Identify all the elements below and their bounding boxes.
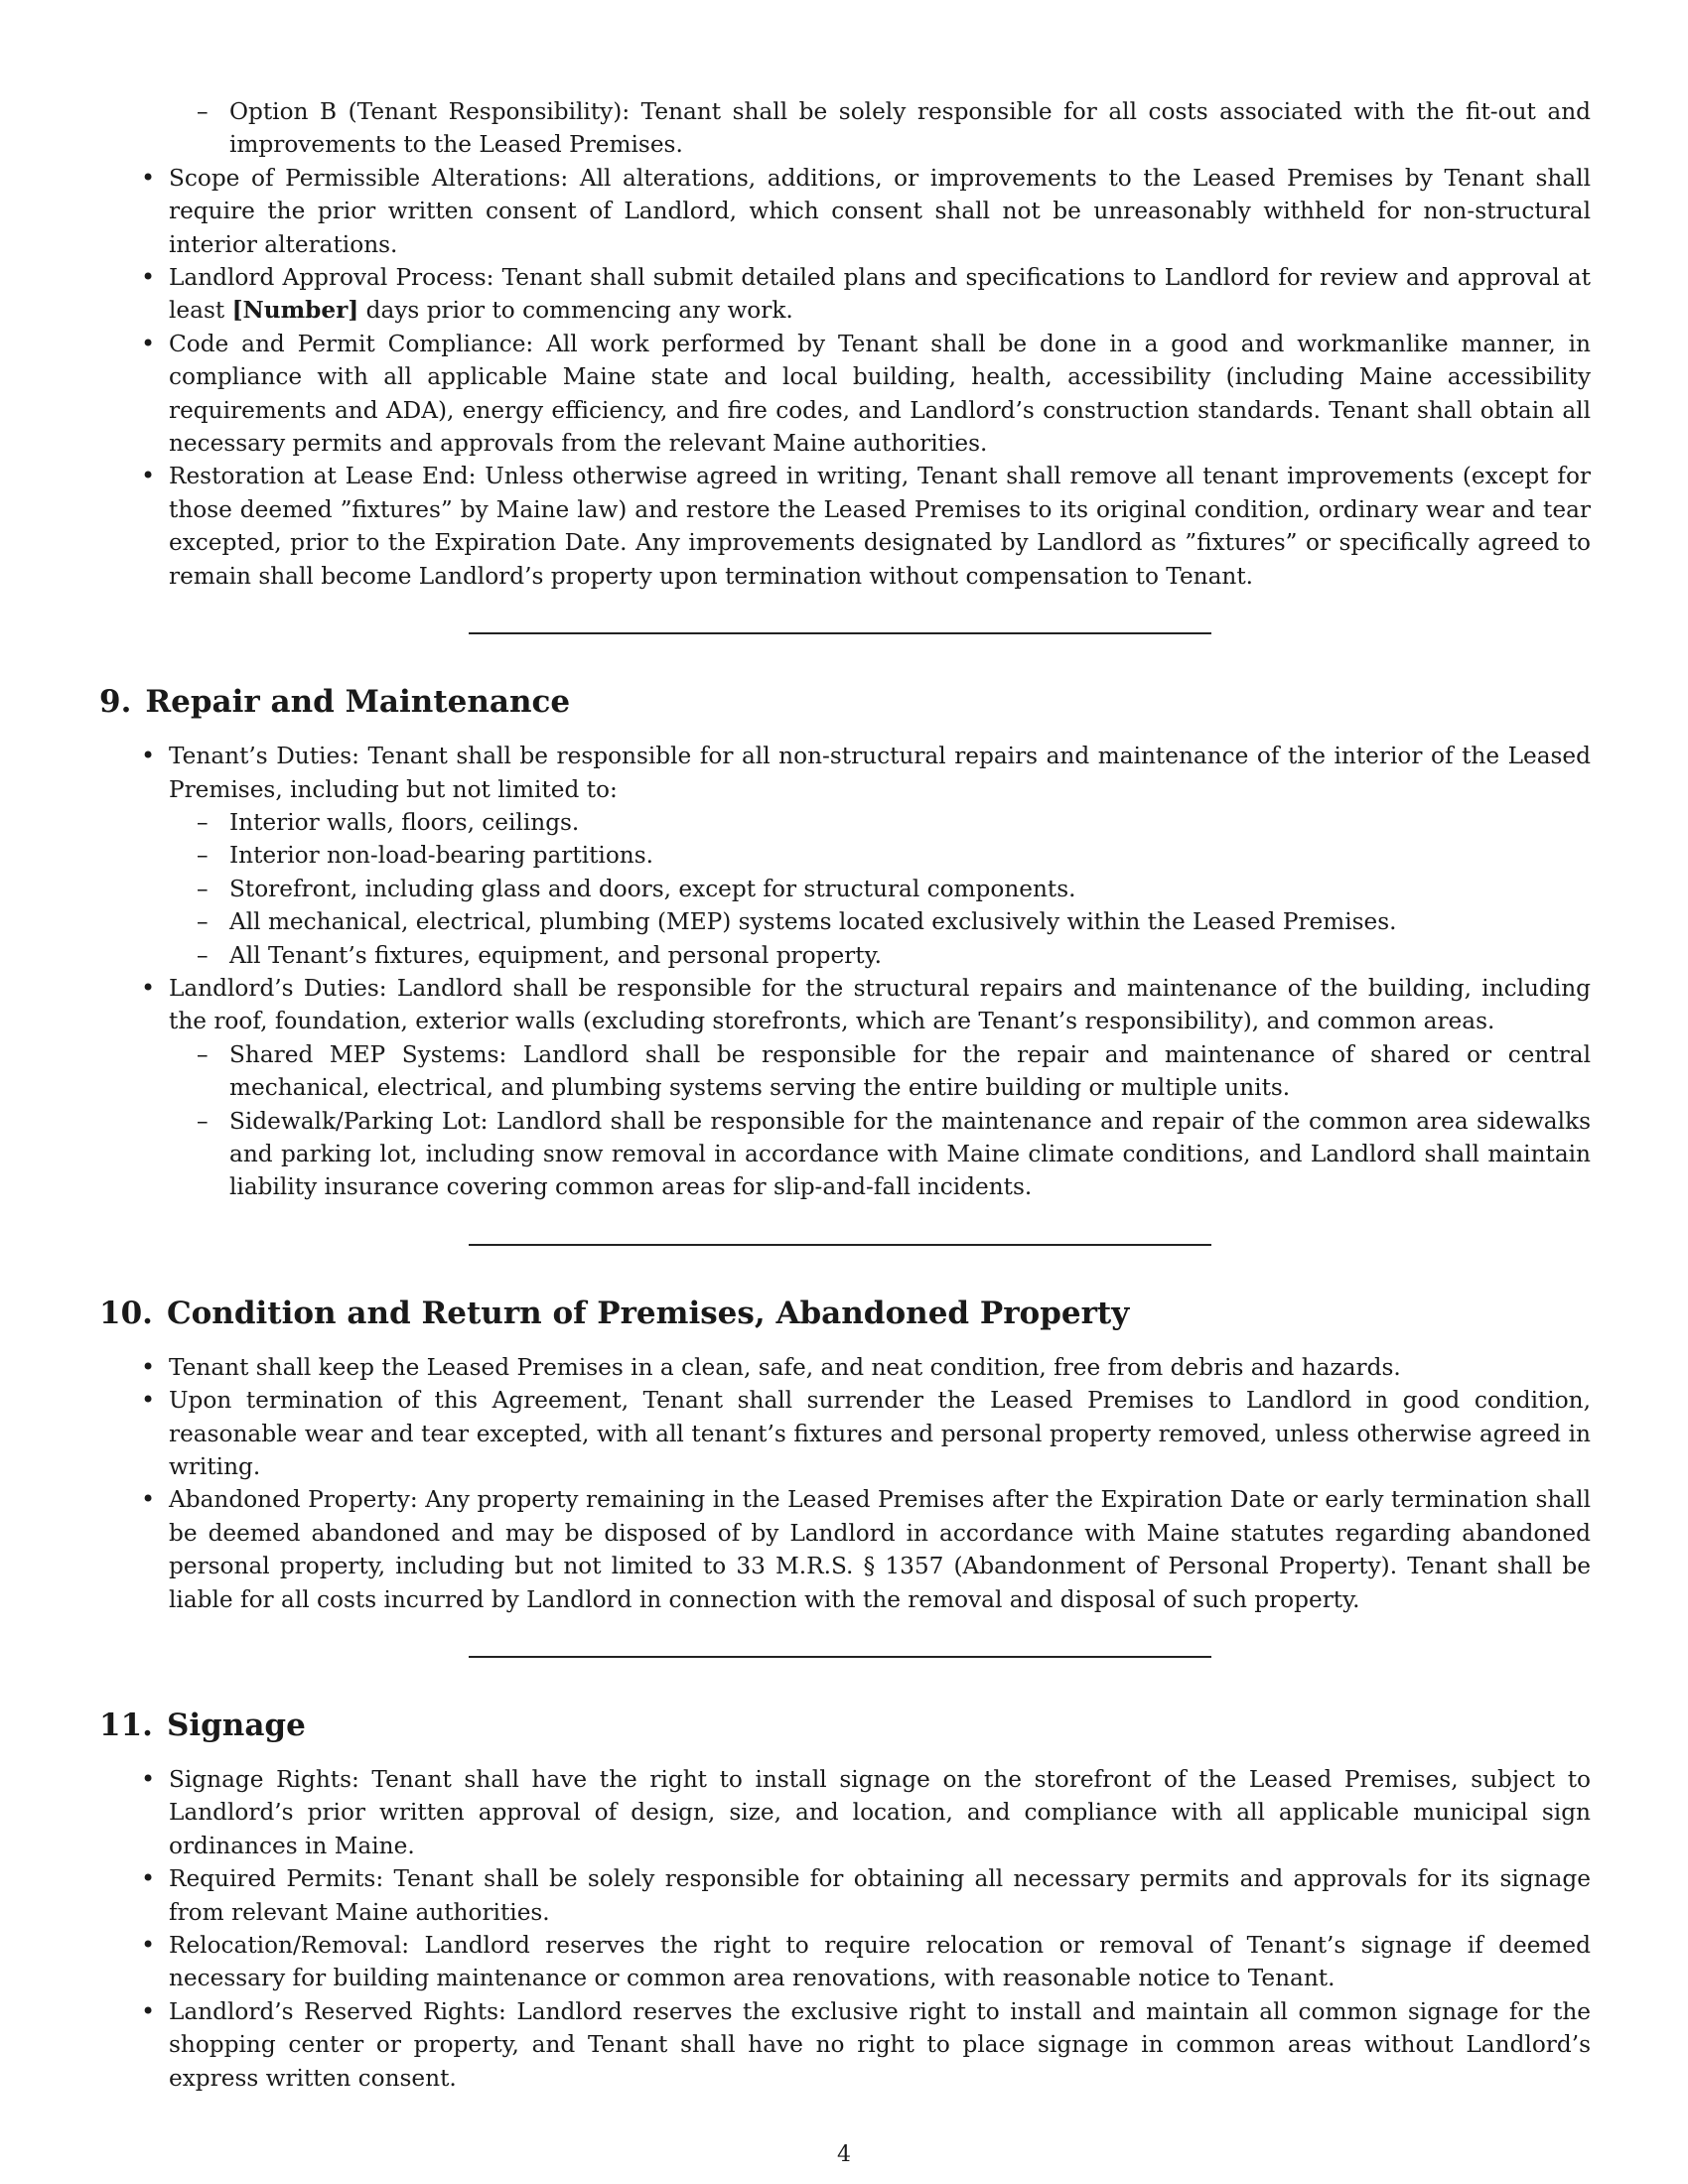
section-title: Repair and Maintenance [145,684,571,721]
list-item: • Relocation/Removal: Landlord reserves the right to require relocation or removal of Tenant’s signage if deemed necessary for building maintenance or common area renovations, with reasonable notice to Tenant. [99,1929,1591,1995]
option-list [99,95,1591,162]
option-b-item: – Option B (Tenant Responsibility): Tenant shall be solely responsible for all costs associated with the fit-out and improvements to the Leased Premises. [99,95,1591,162]
section-title: Signage [166,1707,306,1744]
list-item: • Required Permits: Tenant shall be solely responsible for obtaining all necessary permits and approvals for its signage from relevant Maine authorities. [99,1862,1591,1929]
list-item: • Code and Permit Compliance: All work performed by Tenant shall be done in a good and workmanlike manner, in compliance with all applicable Maine state and local building, health, accessibility (including Maine accessibility requirements and ADA), energy efficiency, and fire codes, and Landlord’s construction standards. Tenant shall obtain all necessary permits and approvals from the relevant Maine authorities. [99,328,1591,461]
list-item: • Abandoned Property: Any property remaining in the Leased Premises after the Expiration Date or early termination shall be deemed abandoned and may be disposed of by Landlord in accordance with Maine statutes regarding abandoned personal property, including but not limited to 33 M.R.S. § 1357 (Abandonment of Personal Property). Tenant shall be liable for all costs incurred by Landlord in connection with the removal and disposal of such property. [99,1483,1591,1616]
sub-list-item: – Storefront, including glass and doors, except for structural components. [99,873,1591,905]
horizontal-divider [469,1244,1211,1246]
section-number: 10. [99,1295,153,1331]
condition-list [99,1351,1591,1616]
tenant-duties-text: Tenant’s Duties: Tenant shall be responsible for all non-structural repairs and maintenance of the interior of the Leased Premises, including but not limited to: [169,743,1591,803]
landlord-duties-sublist [99,1038,1591,1204]
horizontal-divider [469,632,1211,634]
page-number: 4 [837,2142,851,2167]
list-item-text: days prior to commencing any work. [358,297,793,325]
number-placeholder: [Number] [231,297,359,325]
sub-list-item: – Shared MEP Systems: Landlord shall be responsible for the repair and maintenance of shared or central mechanical, electrical, and plumbing systems serving the entire building or multiple units. [99,1038,1591,1105]
sub-list-item: – All Tenant’s fixtures, equipment, and personal property. [99,939,1591,972]
tenant-duties-sublist [99,806,1591,972]
signage-list [99,1763,1591,2095]
horizontal-divider [469,1656,1211,1658]
list-item [99,261,1591,328]
alterations-list [99,162,1591,593]
sub-list-item: – Interior walls, floors, ceilings. [99,806,1591,839]
section-number: 11. [99,1707,153,1744]
list-item [99,740,1591,972]
section-heading-9 [99,682,1591,722]
list-item: • Upon termination of this Agreement, Tenant shall surrender the Leased Premises to Landlord in good condition, reasonable wear and tear excepted, with all tenant’s fixtures and personal property removed, unless otherwise agreed in writing. [99,1384,1591,1483]
repair-list [99,740,1591,1204]
list-item: • Scope of Permissible Alterations: All alterations, additions, or improvements to the Leased Premises by Tenant shall require the prior written consent of Landlord, which consent shall not be unreasonably withheld for non-structural interior alterations. [99,162,1591,261]
list-item: • Restoration at Lease End: Unless otherwise agreed in writing, Tenant shall remove all tenant improvements (except for those deemed ”fixtures” by Maine law) and restore the Leased Premises to its original condition, ordinary wear and tear excepted, prior to the Expiration Date. Any improvements designated by Landlord as ”fixtures” or specifically agreed to remain shall become Landlord’s property upon termination without compensation to Tenant. [99,460,1591,593]
landlord-duties-text: Landlord’s Duties: Landlord shall be responsible for the structural repairs and maintenance of the building, including the roof, foundation, exterior walls (excluding storefronts, which are Tenant’s responsibility), and common areas. [169,974,1591,1035]
sub-list-item: – Sidewalk/Parking Lot: Landlord shall be responsible for the maintenance and repair of the common area sidewalks and parking lot, including snow removal in accordance with Maine climate conditions, and Landlord shall maintain liability insurance covering common areas for slip-and-fall incidents. [99,1105,1591,1204]
page-content [99,95,1591,2095]
section-title: Condition and Return of Premises, Abandoned Property [166,1295,1130,1331]
list-item-text: Landlord Approval Process: Tenant shall submit detailed plans and specifications to Landlord for review and approval at least [169,264,1591,325]
section-heading-10 [99,1294,1591,1333]
section-heading-11 [99,1706,1591,1745]
list-item: • Signage Rights: Tenant shall have the right to install signage on the storefront of the Leased Premises, subject to Landlord’s prior written approval of design, size, and location, and compliance with all applicable municipal sign ordinances in Maine. [99,1763,1591,1862]
sub-list-item: – Interior non-load-bearing partitions. [99,839,1591,872]
sub-list-item: – All mechanical, electrical, plumbing (MEP) systems located exclusively within the Leased Premises. [99,905,1591,938]
list-item [99,972,1591,1204]
list-item: • Landlord’s Reserved Rights: Landlord reserves the exclusive right to install and maintain all common signage for the shopping center or property, and Tenant shall have no right to place signage in common areas without Landlord’s express written consent. [99,1995,1591,2095]
section-number: 9. [99,684,132,721]
list-item: • Tenant shall keep the Leased Premises in a clean, safe, and neat condition, free from debris and hazards. [99,1351,1591,1384]
